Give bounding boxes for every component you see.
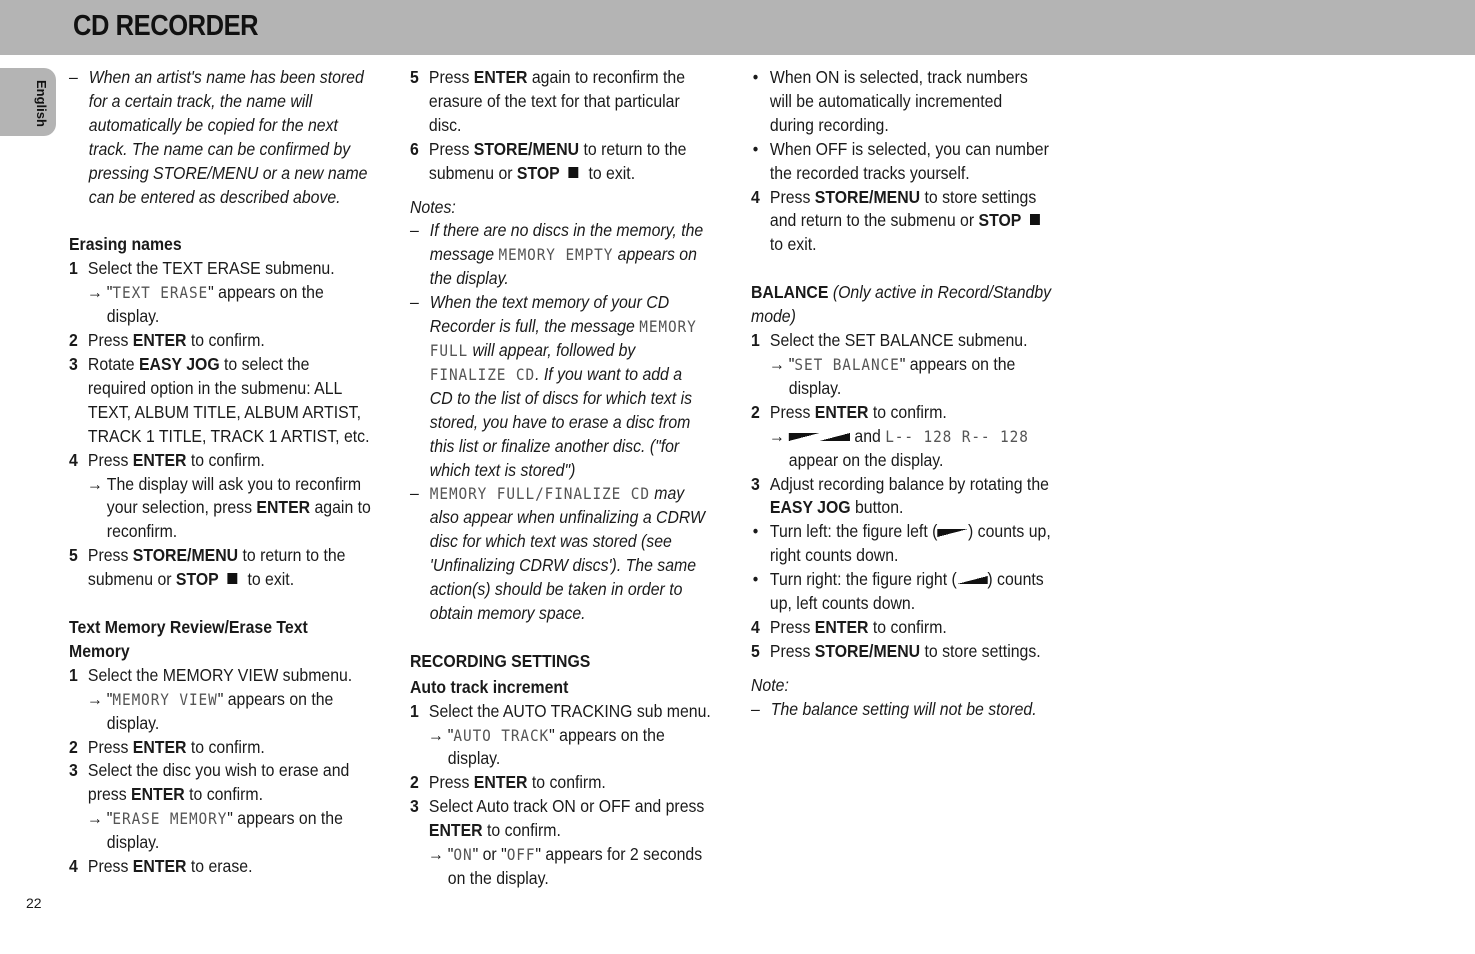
bullet-turn-left: • Turn left: the figure left ( ) counts up, right counts down. (752, 521, 1051, 566)
section-heading-recording-settings: RECORDING SETTINGS (410, 650, 591, 671)
mem-step-1-result: → "MEMORY VIEW" appears on the display. (87, 688, 334, 733)
step-2: 2 Press ENTER to confirm. (69, 330, 265, 351)
ati-step-2: 2 Press ENTER to confirm. (410, 772, 606, 793)
ati-step-1: 1 Select the AUTO TRACKING sub menu. (410, 700, 711, 721)
mem-step-3: 3 Select the disc you wish to erase and press ENTER to confirm. (69, 760, 350, 805)
language-label: English (34, 80, 49, 127)
ati-step-1-result: → "AUTO TRACK" appears on the display. (428, 724, 665, 769)
page-header (0, 0, 1475, 55)
step-3: 3 Rotate EASY JOG to select the required option in the submenu: ALL TEXT, ALBUM TITLE, ALBUM ARTIST, TRACK 1 TITLE, TRACK 1 ARTIST, etc. (69, 353, 370, 446)
step-4: 4 Press ENTER to confirm. (69, 449, 265, 470)
step-1-result: → "TEXT ERASE" appears on the display. (87, 282, 324, 327)
right-wedge-icon (819, 433, 850, 441)
bal-step-1-result: → "SET BALANCE" appears on the display. (769, 353, 1016, 398)
right-wedge-icon (957, 576, 988, 584)
step-5: 5 Press STORE/MENU to return to the submenu or STOP to exit. (69, 545, 346, 590)
stop-icon (569, 167, 579, 178)
notes-heading: Notes: (410, 196, 456, 217)
bal-step-1: 1 Select the SET BALANCE submenu. (751, 330, 1028, 351)
bal-step-3: 3 Adjust recording balance by rotating the EASY JOG button. (751, 473, 1049, 518)
left-wedge-icon (937, 529, 968, 537)
mem-step-3-result: → "ERASE MEMORY" appears on the display. (87, 808, 343, 853)
left-wedge-icon (789, 433, 820, 441)
step-1: 1 Select the TEXT ERASE submenu. (69, 258, 335, 279)
note-3: – MEMORY FULL/FINALIZE CD may also appear when unfinalizing a CDRW disc for which text was stored (see 'Unfinalizing CDRW discs'). The same action(s) should be taken in order to obtain memory space. (410, 483, 706, 623)
mem-step-1: 1 Select the MEMORY VIEW submenu. (69, 664, 353, 685)
intro-note: – When an artist's name has been stored for a certain track, the name will automatically be copied for the next track. The name can be confirmed by pressing STORE/MENU or a new name can be entered as described above. (69, 67, 368, 207)
bal-step-5: 5 Press STORE/MENU to store settings. (751, 640, 1041, 661)
ati-step-4: 4 Press STORE/MENU to store settings and return to the submenu or STOP to exit. (751, 186, 1039, 258)
bal-step-4: 4 Press ENTER to confirm. (751, 616, 947, 637)
section-heading-erasing-names: Erasing names (69, 234, 182, 255)
column-3: • When ON is selected, track numbers will be automatically incremented during recording. • When OFF is selected, you can number the recorded tracks yourself. 4 Press STORE/MENU to store settings and return to the submenu or STOP to exit. BALANCE (Only active in Record/Standby mode) 1 Select the SET BALANCE submenu. → "SET BALANCE" appears on the display. 2 Press ENTER to confirm. → and L-- 128 R-- 128 appear on the display. 3 Adjust recording balance by rotating the EASY JOG button. • Turn left: the figure left ( ) counts up, right counts down. • Turn right: the figure right ( ) counts up, left counts down. 4 Press ENTER to confirm. 5 Press STORE/MENU to store settings. Note: – The balance setting will not be stored. (751, 66, 1071, 722)
note-1: – If there are no discs in the memory, the message MEMORY EMPTY appears on the display. (410, 220, 704, 289)
bullet-on: • When ON is selected, track numbers will be automatically incremented during recording. (752, 67, 1028, 135)
bullet-turn-right: • Turn right: the figure right ( ) counts up, left counts down. (752, 569, 1044, 614)
ati-step-3: 3 Select Auto track ON or OFF and press ENTER to confirm. (410, 796, 705, 841)
column-1: – When an artist's name has been stored for a certain track, the name will automatically be copied for the next track. The name can be confirmed by pressing STORE/MENU or a new name can be entered as described above. Erasing names 1 Select the TEXT ERASE submenu. → "TEXT ERASE" appears on the display. 2 Press ENTER to confirm. 3 Rotate EASY JOG to select the required option in the submenu: ALL TEXT, ALBUM TITLE, ALBUM ARTIST, TRACK 1 TITLE, TRACK 1 ARTIST, etc. 4 Press ENTER to confirm. → The display will ask you to reconfirm your selection, press ENTER again to reconfirm. 5 Press STORE/MENU to return to the submenu or STOP to exit. Text Memory Review/Erase Text Memory 1 Select the MEMORY VIEW submenu. → "MEMORY VIEW" appears on the display. 2 Press ENTER to confirm. 3 Select the disc you wish to erase and press ENTER to confirm. → "ERASE MEMORY" appears on the display. 4 Press ENTER to erase. (69, 66, 389, 879)
balance-note: – The balance setting will not be stored. (751, 698, 1037, 719)
note-2: – When the text memory of your CD Recorder is full, the message MEMORY FULL will appear, followed by FINALIZE CD. If you want to add a CD to the list of discs for which text is stored, you have to erase a disc from this list or finalize another disc. ("for which text is stored") (410, 292, 697, 480)
mem-step-2: 2 Press ENTER to confirm. (69, 736, 265, 757)
stop-icon (1030, 214, 1040, 225)
mem-step-6: 6 Press STORE/MENU to return to the submenu or STOP to exit. (410, 138, 687, 183)
section-heading-text-memory: Text Memory Review/Erase Text (69, 617, 308, 638)
subheading-auto-track: Auto track increment (410, 676, 569, 697)
bal-step-2-result: → and L-- 128 R-- 128 appear on the display. (769, 425, 1029, 470)
mem-step-4: 4 Press ENTER to erase. (69, 856, 253, 877)
ati-step-3-result: → "ON" or "OFF" appears for 2 seconds on the display. (428, 844, 703, 888)
column-2 (410, 66, 730, 891)
language-tab (0, 68, 56, 136)
mem-step-5: 5 Press ENTER again to reconfirm the erasure of the text for that particular disc. (410, 67, 686, 135)
stop-icon (228, 573, 238, 584)
page-number: 22 (26, 895, 42, 911)
note-heading: Note: (751, 674, 789, 695)
bullet-off: • When OFF is selected, you can number the recorded tracks yourself. (752, 138, 1049, 183)
page-title: CD RECORDER (73, 10, 259, 42)
section-heading-balance: BALANCE (Only active in Record/Standby (751, 282, 1052, 303)
bal-step-2: 2 Press ENTER to confirm. (751, 401, 947, 422)
step-4-result: → The display will ask you to reconfirm your selection, press ENTER again to reconfirm. (87, 473, 371, 542)
